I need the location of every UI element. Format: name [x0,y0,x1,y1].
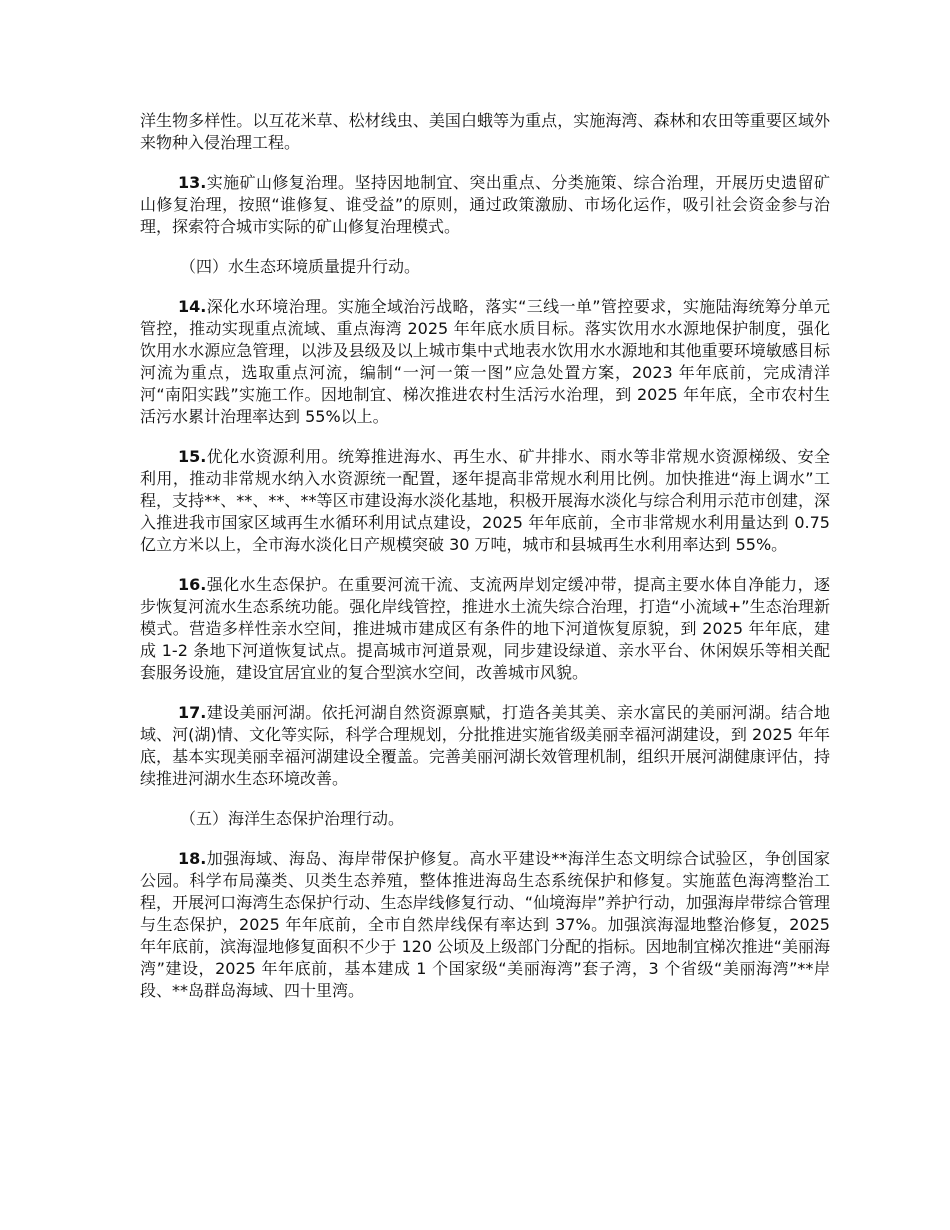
item-number: 18. [178,849,207,868]
paragraph-item-17 [140,702,830,790]
paragraph-item-16 [140,574,830,684]
item-text: 实施矿山修复治理。坚持因地制宜、突出重点、分类施策、综合治理，开展历史遗留矿山修复治理，按照“谁修复、谁受益”的原则，通过政策激励、市场化运作，吸引社会资金参与治理，探索符合城市实际的矿山修复治理模式。 [140,173,830,236]
document-page [140,110,830,1020]
paragraph-item-14 [140,296,830,428]
item-number: 14. [178,297,207,316]
paragraph-item-15 [140,446,830,556]
item-number: 13. [178,173,207,192]
paragraph-continuation: 洋生物多样性。以互花米草、松材线虫、美国白蛾等为重点，实施海湾、森林和农田等重要区域外来物种入侵治理工程。 [140,111,830,152]
section-heading-4: （四）水生态环境质量提升行动。 [180,257,421,276]
item-text: 深化水环境治理。实施全域治污战略，落实“三线一单”管控要求，实施陆海统筹分单元管控，推动实现重点流域、重点海湾 2025 年年底水质目标。落实饮用水水源地保护制度，强化饮用水水源应急管理，以涉及县级及以上城市集中式地表水饮用水水源地和其他重要环境敏感目标河流为重点，选取重点河流，编制“一河一策一图”应急处置方案，2023 年年底前，完成清洋河“南阳实践”实施工作。因地制宜、梯次推进农村生活污水治理，到 2025 年年底，全市农村生活污水累计治理率达到 55%以上。 [140,297,830,426]
item-text: 强化水生态保护。在重要河流干流、支流两岸划定缓冲带，提高主要水体自净能力，逐步恢复河流水生态系统功能。强化岸线管控，推进水土流失综合治理，打造“小流域+”生态治理新模式。营造多样性亲水空间，推进城市建成区有条件的地下河道恢复原貌，到 2025 年年底，建成 1-2 条地下河道恢复试点。提高城市河道景观，同步建设绿道、亲水平台、休闲娱乐等相关配套服务设施，建设宜居宜业的复合型滨水空间，改善城市风貌。 [140,575,830,682]
item-text: 加强海域、海岛、海岸带保护修复。高水平建设**海洋生态文明综合试验区，争创国家公园。科学布局藻类、贝类生态养殖，整体推进海岛生态系统保护和修复。实施蓝色海湾整治工程，开展河口海湾生态保护行动、生态岸线修复行动、“仙境海岸”养护行动，加强海岸带综合管理与生态保护，2025 年年底前，全市自然岸线保有率达到 37%。加强滨海湿地整治修复，2025 年年底前，滨海湿地修复面积不少于 120 公顷及上级部门分配的指标。因地制宜梯次推进“美丽海湾”建设，2025 年年底前，基本建成 1 个国家级“美丽海湾”套子湾，3 个省级“美丽海湾”**岸段、**岛群岛海域、四十里湾。 [140,849,830,1000]
item-number: 16. [178,575,207,594]
item-text: 建设美丽河湖。依托河湖自然资源禀赋，打造各美其美、亲水富民的美丽河湖。结合地域、河(湖)情、文化等实际，科学合理规划，分批推进实施省级美丽幸福河湖建设，到 2025 年年底，基本实现美丽幸福河湖建设全覆盖。完善美丽河湖长效管理机制，组织开展河湖健康评估，持续推进河湖水生态环境改善。 [140,703,830,788]
section-heading-5: （五）海洋生态保护治理行动。 [180,809,405,828]
item-number: 15. [178,447,207,466]
item-text: 优化水资源利用。统筹推进海水、再生水、矿井排水、雨水等非常规水资源梯级、安全利用，推动非常规水纳入水资源统一配置，逐年提高非常规水利用比例。加快推进“海上调水”工程，支持**、**、**、**等区市建设海水淡化基地，积极开展海水淡化与综合利用示范市创建，深入推进我市国家区域再生水循环利用试点建设，2025 年年底前，全市非常规水利用量达到 0.75 亿立方米以上，全市海水淡化日产规模突破 30 万吨，城市和县城再生水利用率达到 55%。 [140,447,830,554]
item-number: 17. [178,703,207,722]
paragraph-item-18 [140,848,830,1002]
paragraph-item-13 [140,172,830,238]
